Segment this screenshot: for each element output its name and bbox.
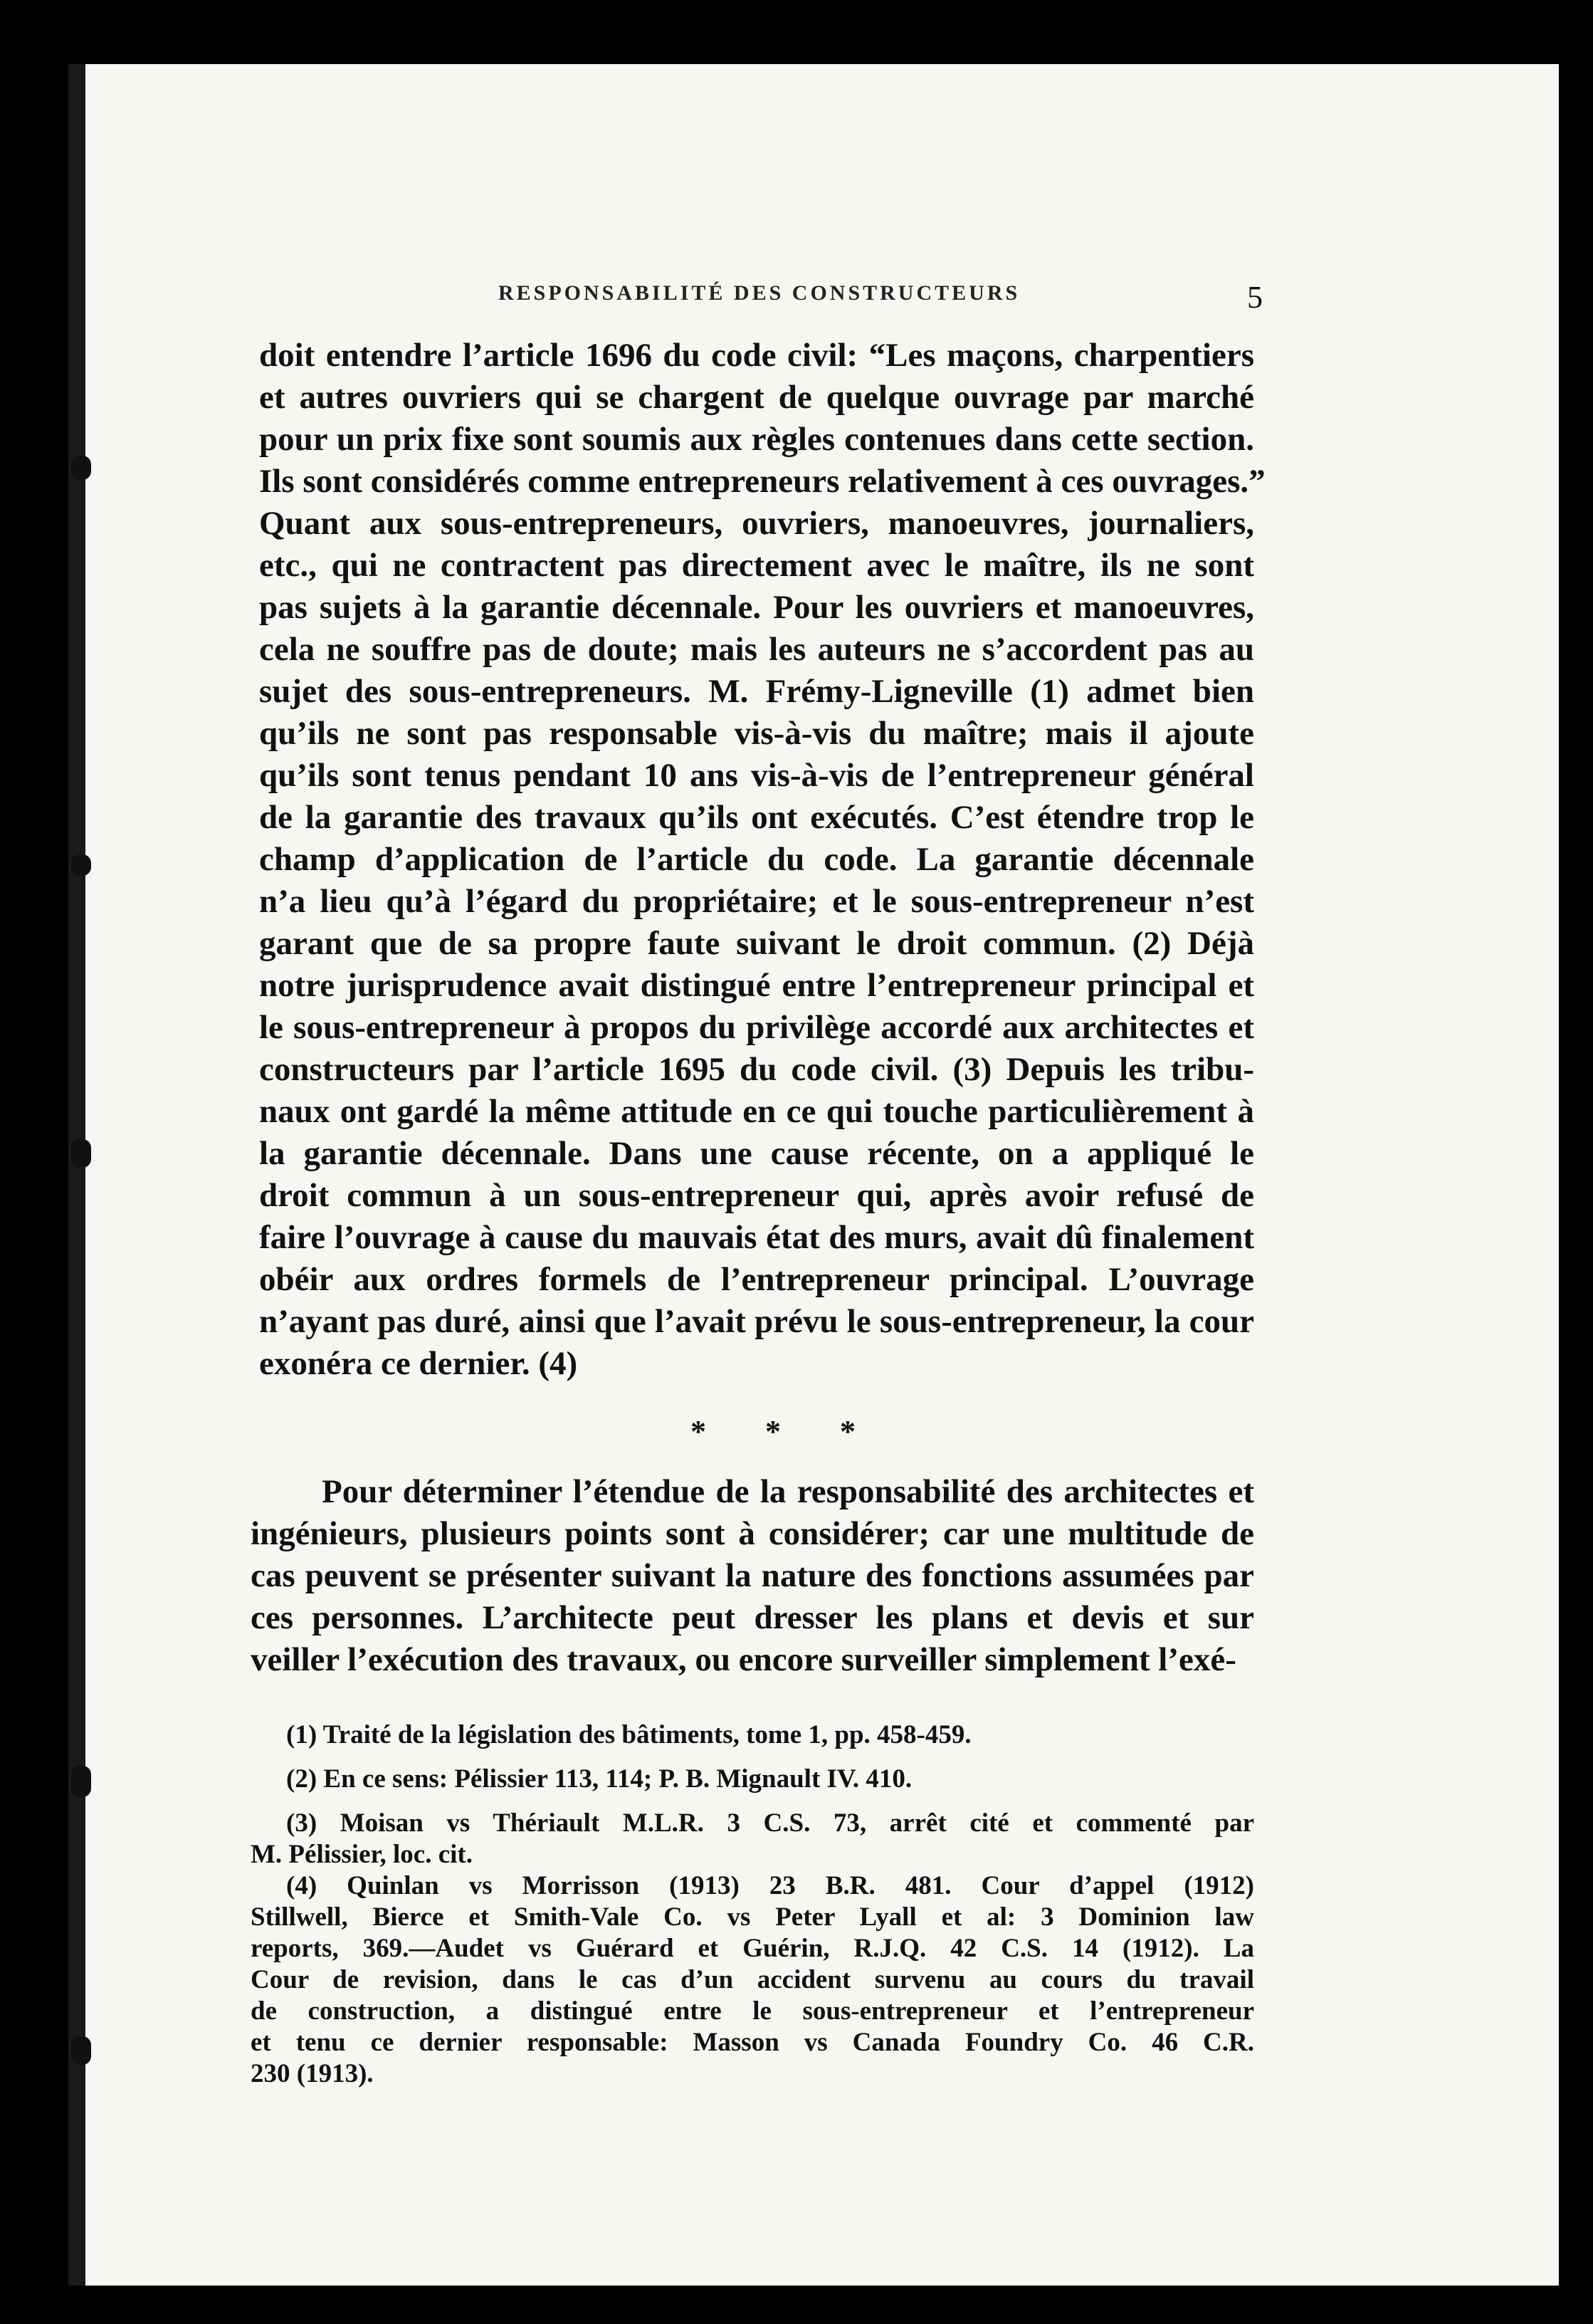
text-line: ingénieurs, plusieurs points sont à considérer; car une multitude de xyxy=(251,1515,1254,1552)
footnote-line: de construction, a distingué entre le sous-entrepreneur et l’entrepreneur xyxy=(251,1996,1254,2026)
text-line: qu’ils sont tenus pendant 10 ans vis-à-vis de l’entrepreneur général xyxy=(259,757,1254,794)
text-line: sujet des sous-entrepreneurs. M. Frémy-Ligneville (1) admet bien xyxy=(259,673,1254,710)
text-line: cas peuvent se présenter suivant la nature des fonctions assumées par xyxy=(251,1557,1254,1594)
footnote-line: (1) Traité de la législation des bâtiments, tome 1, pp. 458-459. xyxy=(286,1720,972,1749)
text-line: pas sujets à la garantie décennale. Pour les ouvriers et manoeuvres, xyxy=(259,589,1254,626)
binding-mark xyxy=(71,1139,91,1168)
text-line: n’a lieu qu’à l’égard du propriétaire; et le sous-entrepreneur n’est xyxy=(259,883,1254,920)
main-paragraph xyxy=(259,335,1266,1385)
text-line: obéir aux ordres formels de l’entrepreneur principal. L’ouvrage xyxy=(259,1261,1254,1298)
footnote-gap xyxy=(251,1795,1254,1808)
text-line: notre jurisprudence avait distingué entre l’entrepreneur principal et xyxy=(259,967,1254,1004)
second-paragraph xyxy=(251,1471,1254,1681)
text-line: qu’ils ne sont pas responsable vis-à-vis du maître; mais il ajoute xyxy=(259,715,1254,752)
footnote-line: Cour de revision, dans le cas d’un accident survenu au cours du travail xyxy=(251,1965,1254,1994)
footnote-line: et tenu ce dernier responsable: Masson vs Canada Foundry Co. 46 C.R. xyxy=(251,2028,1254,2057)
text-line: ces personnes. L’architecte peut dresser les plans et devis et sur xyxy=(251,1599,1254,1636)
text-line: le sous-entrepreneur à propos du privilège accordé aux architectes et xyxy=(259,1009,1254,1046)
footnote xyxy=(251,1764,1254,1795)
text-line: exonéra ce dernier. (4) xyxy=(259,1345,578,1382)
text-line: Quant aux sous-entrepreneurs, ouvriers, manoeuvres, journaliers, xyxy=(259,505,1254,542)
page-number: 5 xyxy=(1247,280,1263,315)
footnote-line: reports, 369.—Audet vs Guérard et Guérin, R.J.Q. 42 C.S. 14 (1912). La xyxy=(251,1934,1254,1963)
text-line: droit commun à un sous-entrepreneur qui, après avoir refusé de xyxy=(259,1177,1254,1214)
footnote-line: 230 (1913). xyxy=(251,2059,374,2088)
footnote xyxy=(251,1808,1254,1870)
text-line: et autres ouvriers qui se chargent de quelque ouvrage par marché xyxy=(259,379,1254,416)
binding-mark xyxy=(71,2036,91,2065)
text-line: champ d’application de l’article du code. La garantie décennale xyxy=(259,841,1254,878)
text-line: doit entendre l’article 1696 du code civil: “Les maçons, charpentiers xyxy=(259,337,1254,374)
binding-mark xyxy=(71,854,91,876)
text-line: n’ayant pas duré, ainsi que l’avait prévu le sous-entrepreneur, la cour xyxy=(259,1303,1254,1340)
binding-mark xyxy=(71,1766,91,1797)
footnotes xyxy=(251,1720,1254,2090)
page-binding-edge xyxy=(68,64,85,2286)
footnote xyxy=(251,1720,1254,1751)
text-line: garant que de sa propre faute suivant le droit commun. (2) Déjà xyxy=(259,925,1254,962)
footnote-line: (3) Moisan vs Thériault M.L.R. 3 C.S. 73, arrêt cité et commenté par xyxy=(286,1809,1254,1838)
text-line: pour un prix fixe sont soumis aux règles contenues dans cette section. xyxy=(259,421,1254,458)
text-line: naux ont gardé la même attitude en ce qui touche particulièrement à xyxy=(259,1093,1254,1130)
footnote-line: (4) Quinlan vs Morrisson (1913) 23 B.R. 481. Cour d’appel (1912) xyxy=(286,1871,1254,1900)
text-line: constructeurs par l’article 1695 du code civil. (3) Depuis les tribu- xyxy=(259,1051,1254,1088)
section-separator: * * * xyxy=(690,1414,881,1449)
footnote-line: (2) En ce sens: Pélissier 113, 114; P. B. Mignault IV. 410. xyxy=(286,1764,913,1794)
text-line: de la garantie des travaux qu’ils ont exécutés. C’est étendre trop le xyxy=(259,799,1254,836)
text-line: etc., qui ne contractent pas directement avec le maître, ils ne sont xyxy=(259,547,1254,584)
binding-mark xyxy=(71,456,91,480)
text-line: Pour déterminer l’étendue de la responsabilité des architectes et xyxy=(322,1473,1254,1510)
text-line: la garantie décennale. Dans une cause récente, on a appliqué le xyxy=(259,1135,1254,1172)
footnote-gap xyxy=(251,1751,1254,1764)
text-line: veiller l’exécution des travaux, ou encore surveiller simplement l’exé- xyxy=(251,1641,1236,1678)
running-header: RESPONSABILITÉ DES CONSTRUCTEURS xyxy=(498,281,1021,305)
text-line: cela ne souffre pas de doute; mais les auteurs ne s’accordent pas au xyxy=(259,631,1254,668)
footnote-line: Stillwell, Bierce et Smith-Vale Co. vs Peter Lyall et al: 3 Dominion law xyxy=(251,1902,1254,1932)
footnote-line: M. Pélissier, loc. cit. xyxy=(251,1840,473,1869)
text-line: Ils sont considérés comme entrepreneurs relativement à ces ouvrages.” xyxy=(259,463,1266,500)
footnote xyxy=(251,1870,1254,2090)
text-line: faire l’ouvrage à cause du mauvais état des murs, avait dû finalement xyxy=(259,1219,1254,1256)
